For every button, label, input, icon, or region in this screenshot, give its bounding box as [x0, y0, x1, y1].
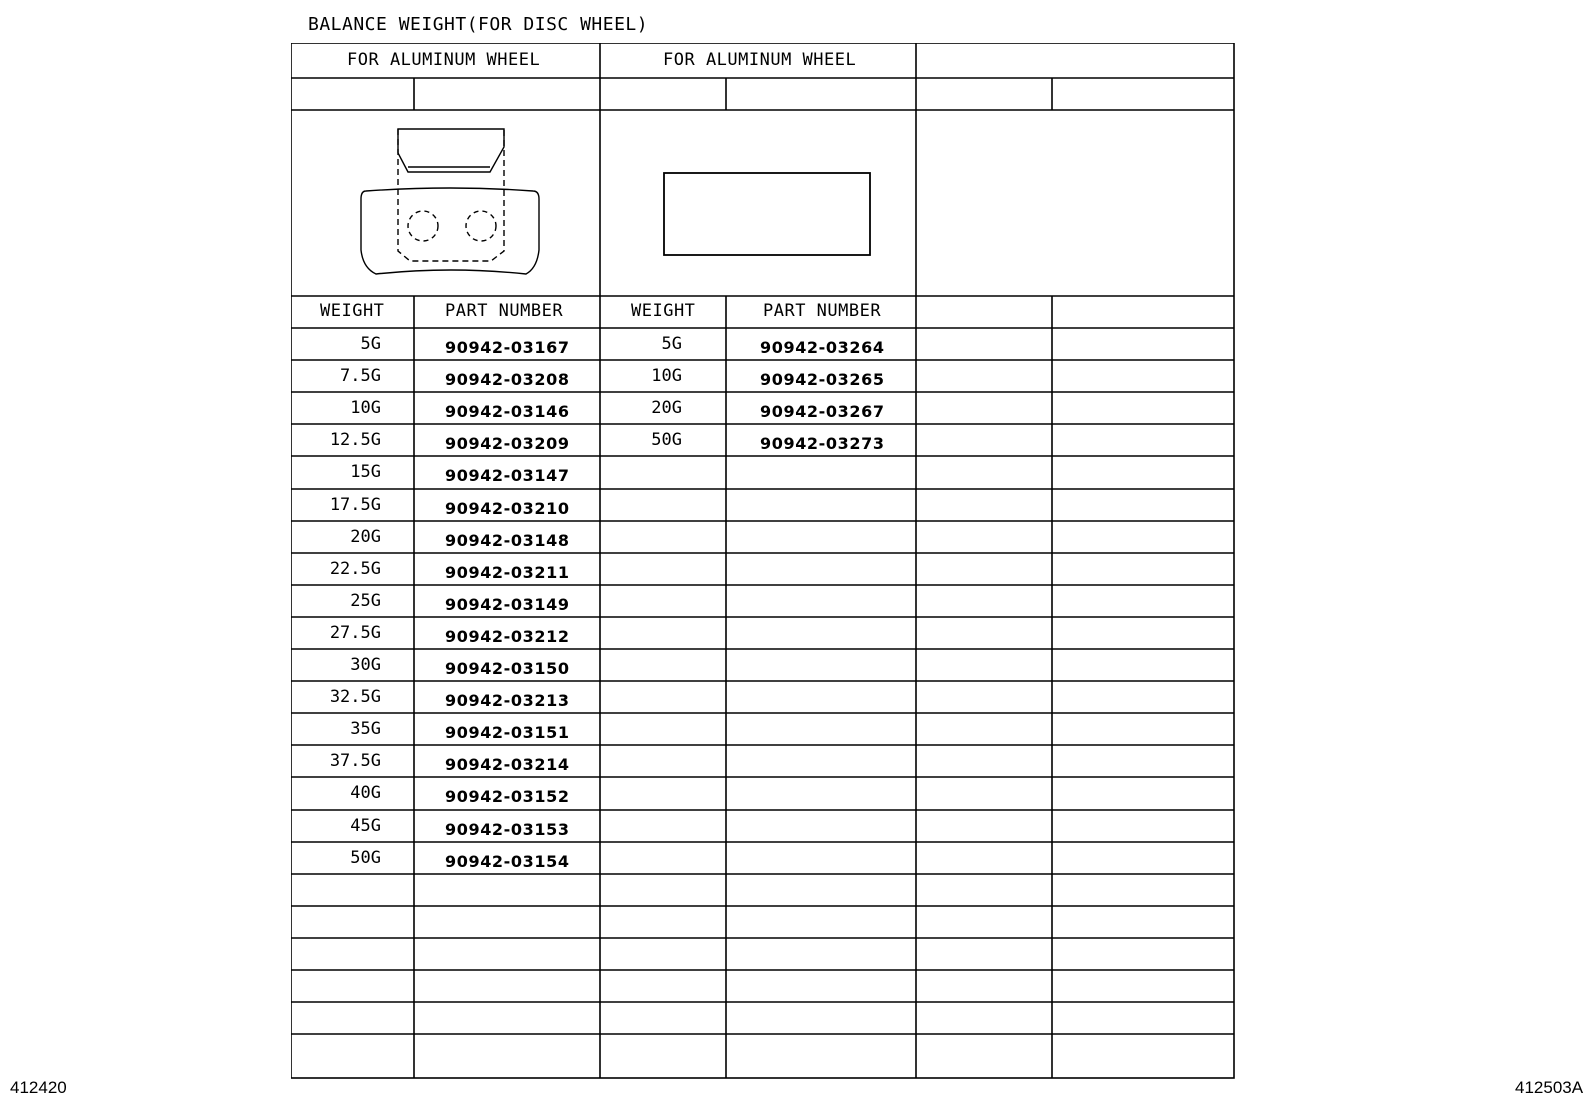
section-2-part-header: PART NUMBER: [763, 301, 882, 321]
section-1-weight-cell: 20G: [350, 526, 381, 547]
section-1-weight-cell: 10G: [350, 398, 381, 419]
diagram-title: BALANCE WEIGHT(FOR DISC WHEEL): [308, 14, 649, 35]
section-1-part-number-cell: 90942-03147: [445, 466, 570, 486]
section-2-weight-cell: 10G: [651, 366, 682, 387]
section-1-part-number-cell: 90942-03154: [445, 851, 570, 871]
section-1-part-number-cell: 90942-03150: [445, 659, 570, 678]
section-1-part-number-cell: 90942-03152: [445, 787, 570, 807]
section-2-weight-cell: 5G: [661, 334, 682, 354]
section-2-part-number-cell: 90942-03265: [760, 370, 885, 390]
section-1-part-number-cell: 90942-03212: [445, 626, 570, 646]
section-2-weight-cell: 50G: [651, 430, 682, 451]
right-figure-code: 412503A: [1515, 1078, 1584, 1097]
section-1-weight-cell: 37.5G: [329, 751, 381, 772]
section-1-part-header: PART NUMBER: [445, 301, 564, 321]
section-1-weight-cell: 12.5G: [329, 430, 381, 451]
clip-on-balance-weight-icon: [361, 129, 539, 274]
section-1-weight-cell: 17.5G: [329, 494, 381, 515]
section-1-header: FOR ALUMINUM WHEEL: [347, 50, 541, 70]
section-2-weight-cell: 20G: [651, 398, 682, 419]
section-1-part-number-cell: 90942-03213: [445, 691, 570, 711]
section-1-weight-cell: 32.5G: [329, 687, 381, 708]
left-figure-code: 412420: [10, 1078, 67, 1097]
section-1-part-number-cell: 90942-03148: [445, 530, 570, 550]
section-1-weight-cell: 45G: [350, 815, 381, 836]
section-1-weight-cell: 7.5G: [340, 366, 381, 387]
section-1-part-number-cell: 90942-03151: [445, 723, 570, 743]
section-1-weight-cell: 25G: [350, 590, 381, 611]
section-1-part-number-cell: 90942-03211: [445, 562, 570, 582]
section-1-weight-cell: 15G: [350, 462, 381, 483]
section-1-weight-cell: 50G: [350, 847, 381, 868]
balance-weight-table: [291, 43, 1236, 1080]
section-1-weight-cell: 22.5G: [329, 558, 381, 579]
section-2-part-number-cell: 90942-03267: [760, 402, 885, 422]
adhesive-balance-weight-icon: [664, 173, 870, 255]
section-1-part-number-cell: 90942-03167: [445, 338, 570, 357]
section-1-weight-cell: 5G: [360, 334, 381, 354]
table-grid: [291, 43, 1236, 1080]
section-1-part-number-cell: 90942-03146: [445, 402, 570, 422]
section-1-part-number-cell: 90942-03149: [445, 594, 570, 614]
section-2-header: FOR ALUMINUM WHEEL: [663, 50, 857, 70]
section-1-weight-header: WEIGHT: [320, 301, 385, 321]
section-1-part-number-cell: 90942-03214: [445, 755, 570, 775]
section-1-part-number-cell: 90942-03208: [445, 370, 570, 390]
section-1-part-number-cell: 90942-03209: [445, 434, 570, 454]
section-2-part-number-cell: 90942-03273: [760, 434, 885, 454]
section-1-weight-cell: 35G: [350, 719, 381, 740]
section-1-part-number-cell: 90942-03210: [445, 498, 570, 518]
section-2-part-number-cell: 90942-03264: [760, 338, 885, 357]
section-1-weight-cell: 30G: [350, 655, 381, 675]
section-1-part-number-cell: 90942-03153: [445, 819, 570, 839]
section-2-weight-header: WEIGHT: [631, 301, 696, 321]
section-1-weight-cell: 40G: [350, 783, 381, 804]
section-1-weight-cell: 27.5G: [329, 622, 381, 643]
